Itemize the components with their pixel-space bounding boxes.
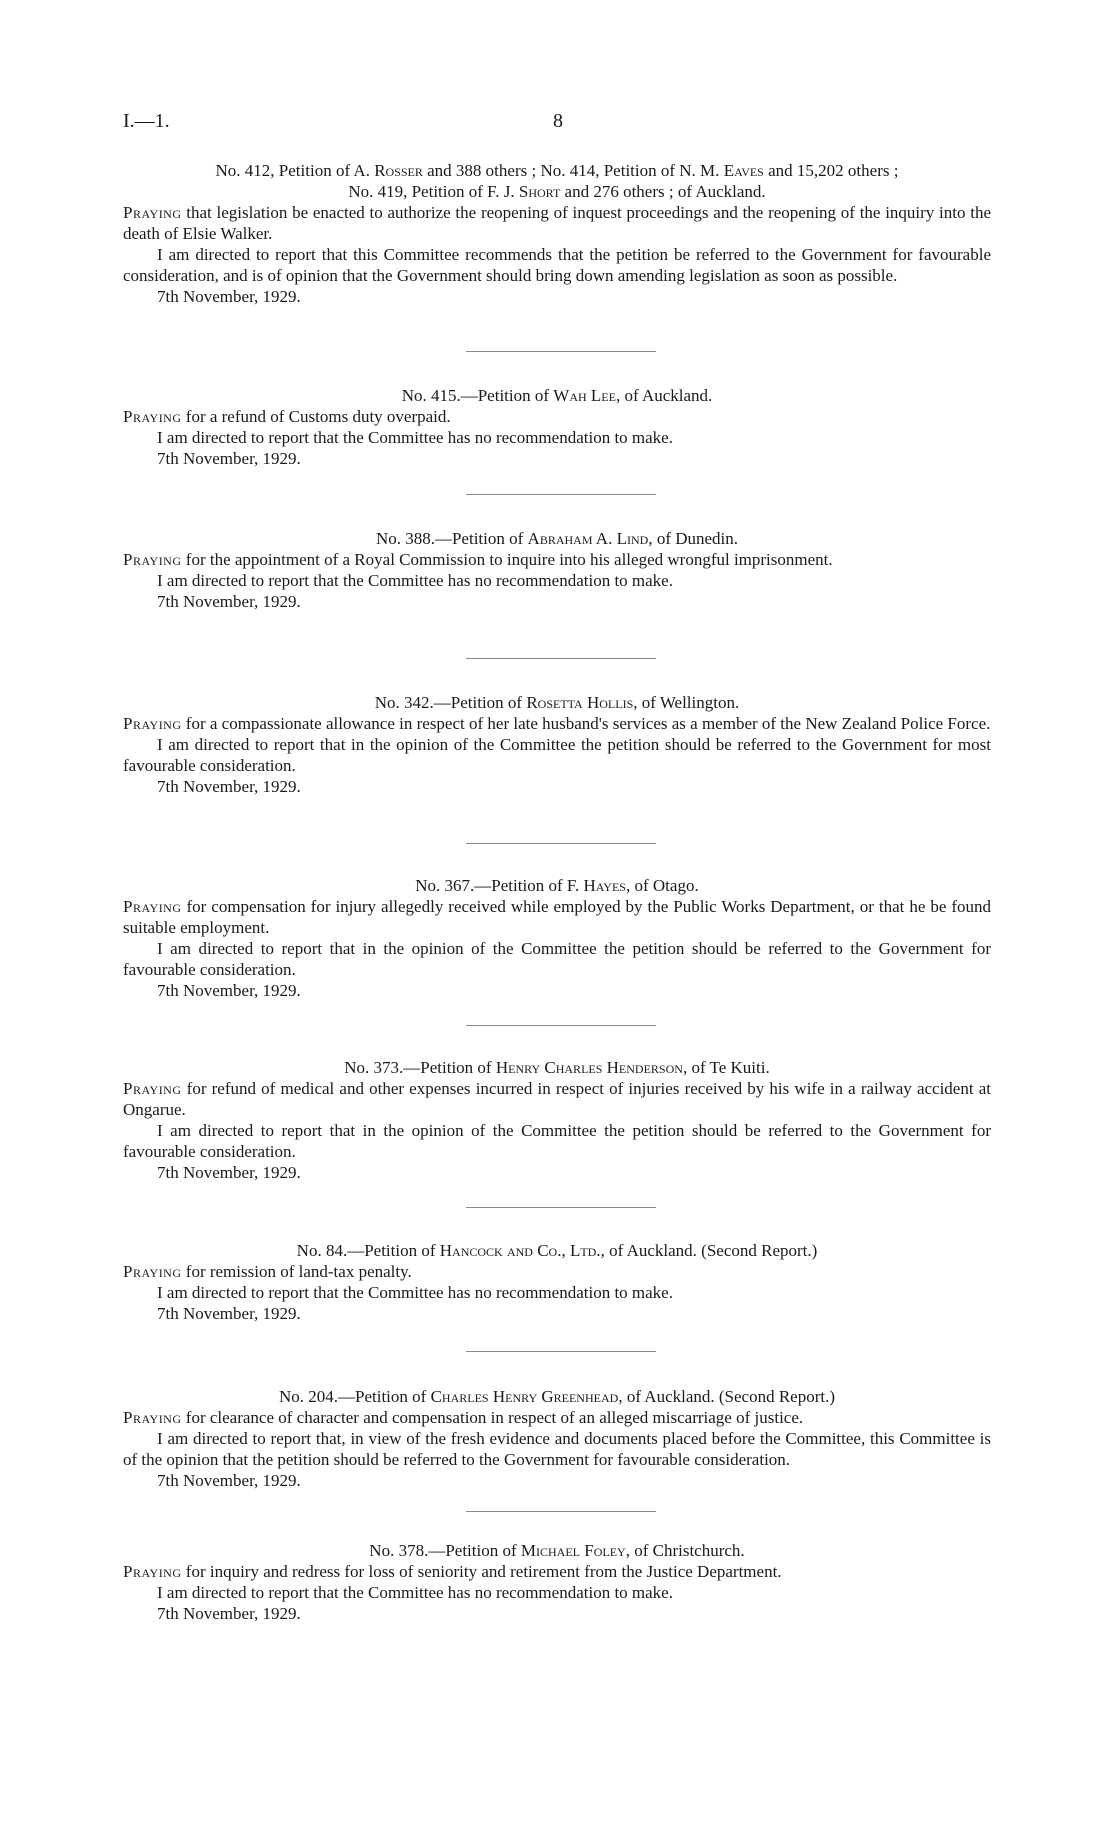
report-paragraph: I am directed to report that in the opinion of the Committee the petition should be referred to the Government for most favourable consideration.: [123, 735, 991, 775]
report-paragraph: I am directed to report that in the opinion of the Committee the petition should be referred to the Government for favourable consideration.: [123, 1121, 991, 1161]
petition-title: No. 378.—Petition of Michael Foley, of Christchurch.: [369, 1541, 745, 1560]
report-paragraph: I am directed to report that, in view of the fresh evidence and documents placed before the Committee, this Committee is of the opinion that the petition should be referred to the Government for favourable consideration.: [123, 1429, 991, 1469]
petition-section: [123, 692, 991, 797]
section-divider: [466, 1351, 656, 1352]
petition-section: [123, 385, 991, 469]
petition-title: No. 342.—Petition of Rosetta Hollis, of Wellington.: [374, 693, 740, 712]
report-paragraph: I am directed to report that in the opinion of the Committee the petition should be referred to the Government for favourable consideration.: [123, 939, 991, 979]
petition-title: No. 412, Petition of A. Rosser and 388 others ; No. 414, Petition of N. M. Eaves and 15,202 others ; No. 419, Petition of F. J. Short and 276 others ; of Auckland.: [215, 161, 899, 201]
report-date: 7th November, 1929.: [157, 1604, 301, 1623]
praying-paragraph: Praying for a compassionate allowance in respect of her late husband's services as a member of the New Zealand Police Force.: [123, 714, 991, 733]
paper-code: I.—1.: [123, 110, 170, 132]
page-header: [123, 111, 991, 133]
section-divider: [466, 1207, 656, 1208]
report-paragraph: I am directed to report that the Committee has no recommendation to make.: [157, 571, 673, 590]
praying-paragraph: Praying for compensation for injury allegedly received while employed by the Public Works Department, or that he be found suitable employment.: [123, 897, 991, 937]
report-paragraph: I am directed to report that the Committee has no recommendation to make.: [157, 1283, 673, 1302]
report-date: 7th November, 1929.: [157, 777, 301, 796]
section-divider: [466, 1511, 656, 1512]
report-date: 7th November, 1929.: [157, 449, 301, 468]
report-date: 7th November, 1929.: [157, 1304, 301, 1323]
petition-section: [123, 160, 991, 307]
section-divider: [466, 494, 656, 495]
petition-section: [123, 528, 991, 612]
petition-title: No. 84.—Petition of Hancock and Co., Ltd., of Auckland. (Second Report.): [296, 1241, 818, 1260]
petition-section: [123, 1057, 991, 1183]
praying-paragraph: Praying for a refund of Customs duty overpaid.: [123, 407, 451, 426]
page-number: 8: [553, 110, 563, 132]
praying-paragraph: Praying for clearance of character and compensation in respect of an alleged miscarriage of justice.: [123, 1408, 804, 1427]
section-divider: [466, 658, 656, 659]
petition-section: [123, 875, 991, 1001]
petition-section: [123, 1540, 991, 1624]
praying-paragraph: Praying for the appointment of a Royal Commission to inquire into his alleged wrongful imprisonment.: [123, 550, 833, 569]
report-date: 7th November, 1929.: [157, 981, 301, 1000]
petition-title: No. 367.—Petition of F. Hayes, of Otago.: [415, 876, 699, 895]
report-date: 7th November, 1929.: [157, 287, 301, 306]
report-paragraph: I am directed to report that the Committee has no recommendation to make.: [157, 1583, 673, 1602]
report-date: 7th November, 1929.: [157, 1163, 301, 1182]
praying-paragraph: Praying for remission of land-tax penalty.: [123, 1262, 412, 1281]
report-date: 7th November, 1929.: [157, 592, 301, 611]
section-divider: [466, 351, 656, 352]
section-divider: [466, 843, 656, 844]
petition-title: No. 373.—Petition of Henry Charles Henderson, of Te Kuiti.: [344, 1058, 770, 1077]
report-date: 7th November, 1929.: [157, 1471, 301, 1490]
praying-paragraph: Praying that legislation be enacted to authorize the reopening of inquest proceedings and the reopening of the inquiry into the death of Elsie Walker.: [123, 203, 991, 243]
report-paragraph: I am directed to report that this Committee recommends that the petition be referred to the Government for favourable consideration, and is of opinion that the Government should bring down amending legislation as soon as possible.: [123, 245, 991, 285]
praying-paragraph: Praying for inquiry and redress for loss of seniority and retirement from the Justice Department.: [123, 1562, 782, 1581]
document-page: [123, 0, 991, 1845]
petition-section: [123, 1386, 991, 1491]
report-paragraph: I am directed to report that the Committee has no recommendation to make.: [157, 428, 673, 447]
petition-title: No. 388.—Petition of Abraham A. Lind, of Dunedin.: [375, 529, 739, 548]
petition-title: No. 204.—Petition of Charles Henry Greenhead, of Auckland. (Second Report.): [278, 1387, 836, 1406]
petition-title: No. 415.—Petition of Wah Lee, of Auckland.: [401, 386, 713, 405]
section-divider: [466, 1025, 656, 1026]
praying-paragraph: Praying for refund of medical and other expenses incurred in respect of injuries received by his wife in a railway accident at Ongarue.: [123, 1079, 991, 1119]
petition-section: [123, 1240, 991, 1324]
